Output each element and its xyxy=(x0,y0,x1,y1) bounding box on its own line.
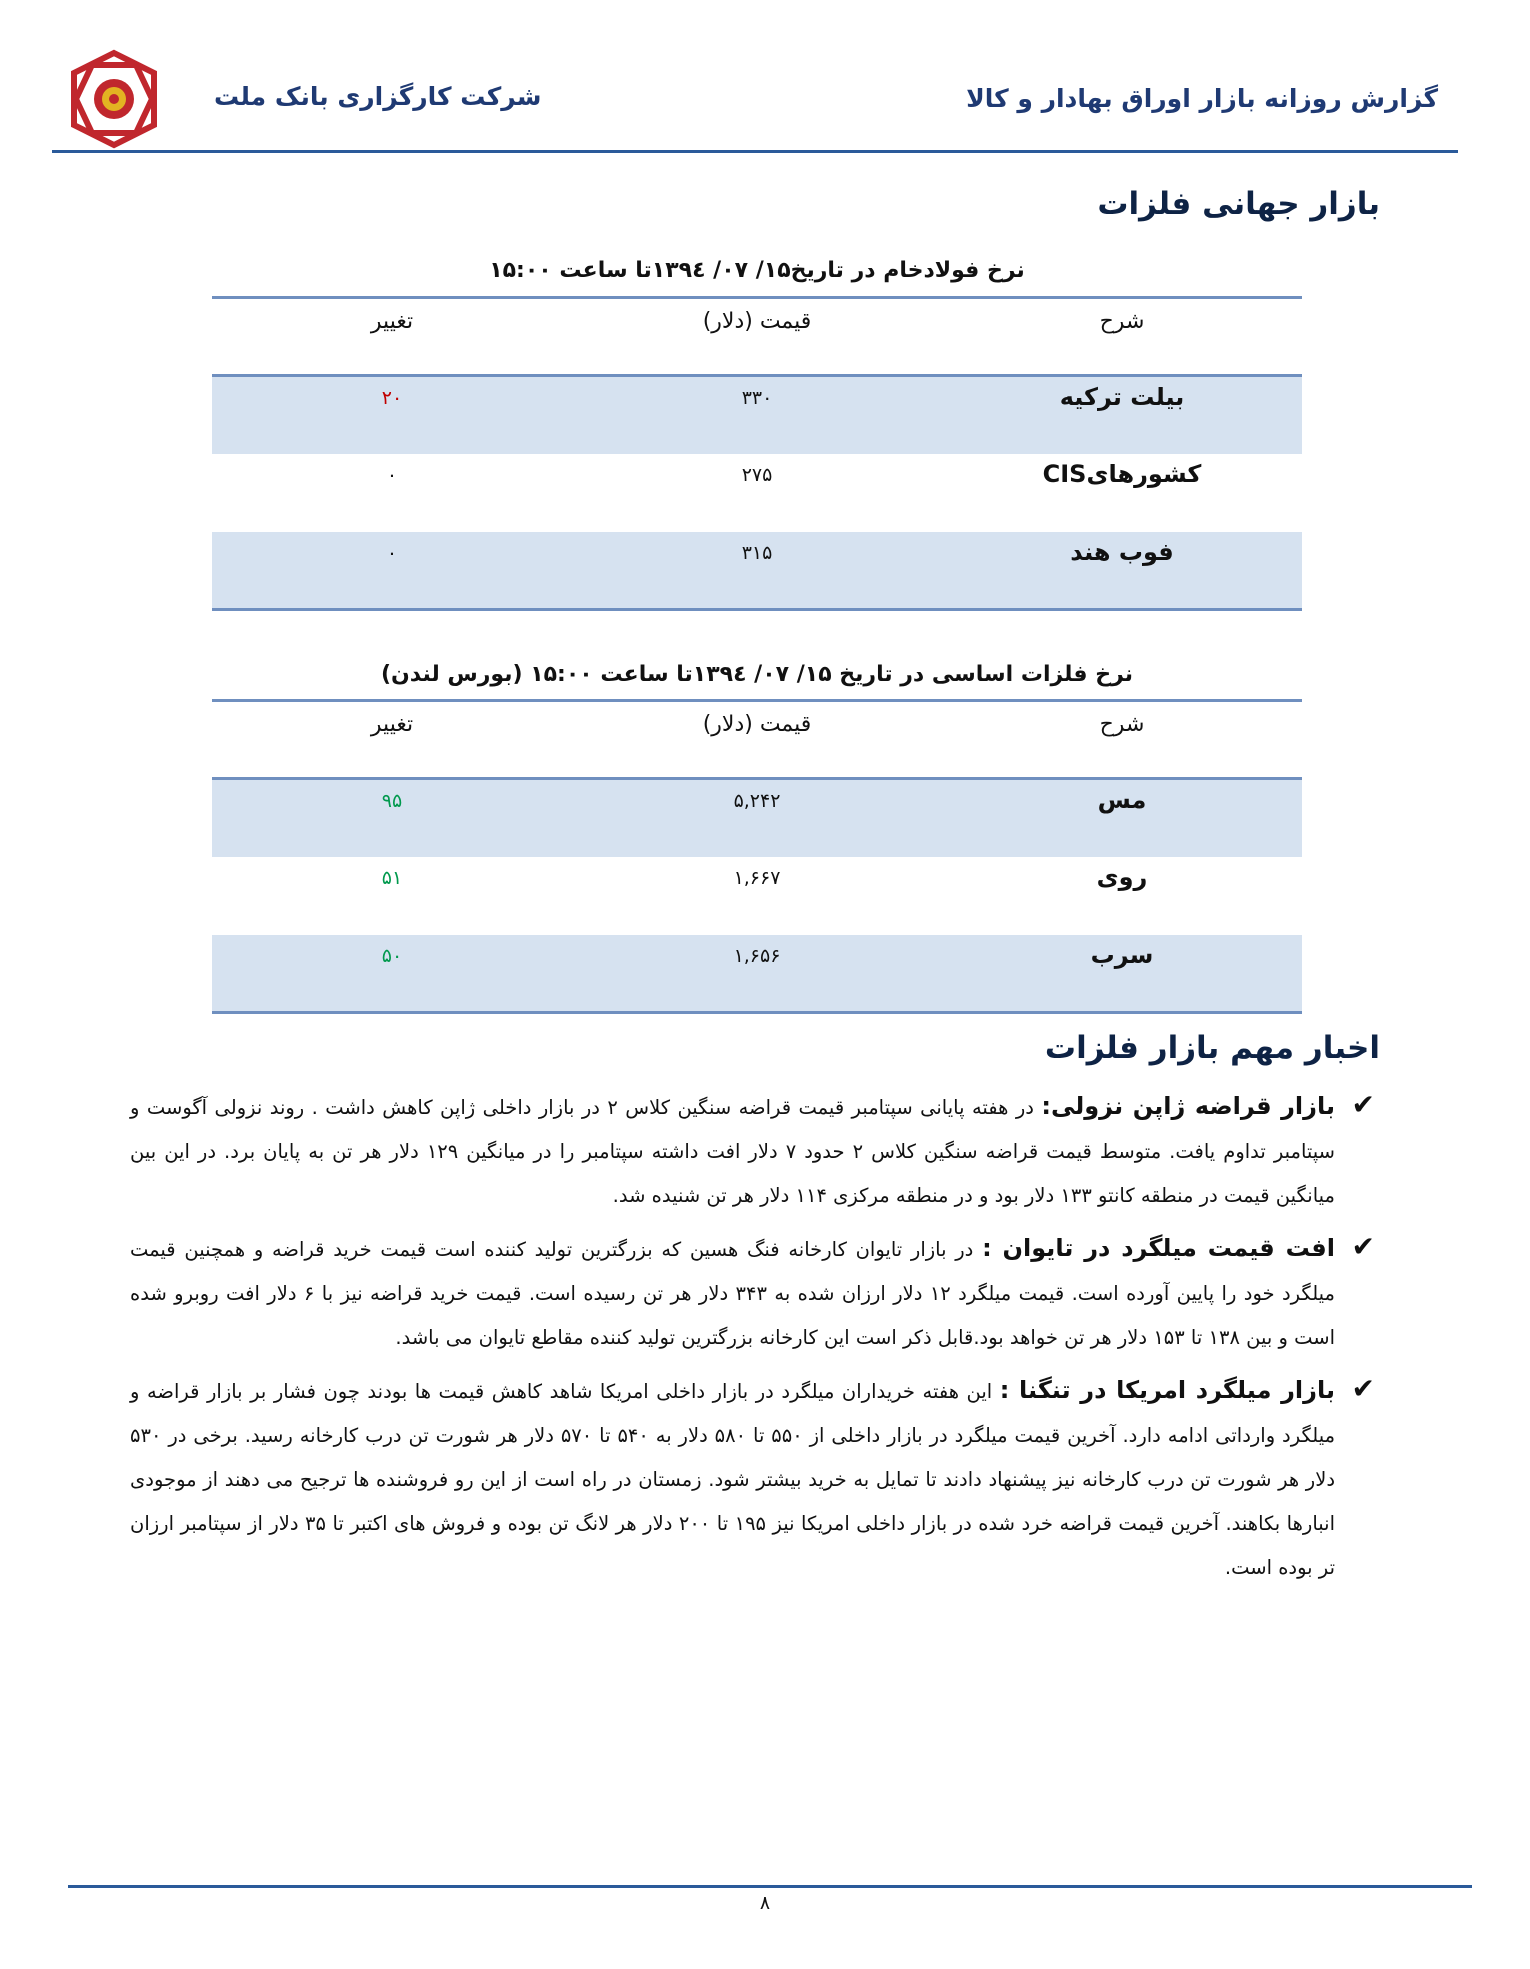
section-title: بازار جهانی فلزات xyxy=(1097,186,1380,222)
change-cell: ۰ xyxy=(386,463,398,486)
checkmark-icon: ✔ xyxy=(1351,1088,1375,1121)
news-item xyxy=(130,1368,1375,1590)
header-divider xyxy=(52,150,1458,153)
change-cell: ۰ xyxy=(212,532,572,610)
steel-price-table xyxy=(212,296,1302,611)
report-title: گزارش روزانه بازار اوراق بهادار و کالا xyxy=(966,84,1438,113)
table-row xyxy=(212,935,1302,1013)
page-number: ۸ xyxy=(759,1892,771,1914)
news-item xyxy=(130,1226,1375,1360)
company-logo xyxy=(62,47,166,151)
label-cell: کشورهایCIS xyxy=(1042,459,1202,488)
steel-table-caption: نرخ فولادخام در تاریخ۱۵/ ۰۷/ ۱۳۹٤تا ساعت ۱۵:۰۰ xyxy=(489,258,1025,283)
change-cell: ۲۰ xyxy=(212,376,572,454)
label-cell: بیلت ترکیه xyxy=(942,376,1302,454)
base-metals-table xyxy=(212,699,1302,1014)
news-headline: بازار میلگرد امریکا در تنگنا : xyxy=(999,1376,1335,1404)
table-header-row xyxy=(212,298,1302,376)
price-cell: ۱,۶۵۶ xyxy=(572,935,942,1013)
change-cell: ۹۵ xyxy=(212,779,572,857)
price-cell: ۱,۶۶۷ xyxy=(733,866,781,889)
label-cell: سرب xyxy=(942,935,1302,1013)
price-cell: ۲۷۵ xyxy=(741,463,773,486)
news-section-title: اخبار مهم بازار فلزات xyxy=(1044,1030,1380,1066)
news-body: در بازار تایوان کارخانه فنگ هسین که بزرگترین تولید کننده است قیمت خرید قراضه و همچنین قیمت میلگرد خود را پایین آورده است. قیمت میلگرد ۱۲ دلار ارزان شده به ۳۴۳ دلار هر تن رسیده است. قیمت خرید قراضه نیز با ۶ دلار افت روبرو شده است و بین ۱۳۸ تا ۱۵۳ دلار هر تن خواهد بود.قابل ذکر است این کارخانه بزرگترین تولید کننده مقاطع تایوان می باشد. xyxy=(130,1238,1335,1349)
table-row xyxy=(212,779,1302,857)
table-row xyxy=(212,454,1302,532)
header-price: قیمت (دلار) xyxy=(572,298,942,376)
price-cell: ۳۱۵ xyxy=(572,532,942,610)
price-cell: ۳۳۰ xyxy=(572,376,942,454)
header-change: تغییر xyxy=(212,298,572,376)
news-headline: بازار قراضه ژاپن نزولی: xyxy=(1041,1092,1335,1120)
table-header-row xyxy=(212,701,1302,779)
header-label: شرح xyxy=(942,701,1302,779)
table-row xyxy=(212,376,1302,454)
news-headline: افت قیمت میلگرد در تایوان : xyxy=(982,1234,1335,1262)
metals-table-caption: نرخ فلزات اساسی در تاریخ ۱۵/ ۰۷/ ۱۳۹٤تا ساعت ۱۵:۰۰ (بورس لندن) xyxy=(380,662,1134,687)
label-cell: روی xyxy=(1096,862,1148,891)
footer-divider xyxy=(68,1885,1472,1888)
news-body: این هفته خریداران میلگرد در بازار داخلی امریکا شاهد کاهش قیمت ها بودند چون فشار بر بازار قراضه و میلگرد وارداتی ادامه دارد. آخرین قیمت میلگرد در بازار داخلی از ۵۵۰ تا ۵۸۰ دلار به ۵۴۰ تا ۵۷۰ دلار هر شورت تن درب کارخانه رسید. برخی در ۵۳۰ دلار هر شورت تن درب کارخانه نیز پیشنهاد دادند تا تمایل به خرید بیشتر شود. زمستان در راه است از این رو فروشنده ها ترجیح می دهند از موجودی انبارها بکاهند. آخرین قیمت قراضه خرد شده در بازار داخلی امریکا نیز ۱۹۵ تا ۲۰۰ دلار هر لانگ تن بوده و فروش های اکتبر تا ۳۵ دلار از سپتامبر ارزان تر بوده است. xyxy=(130,1380,1336,1579)
header-price: قیمت (دلار) xyxy=(572,701,942,779)
table-row xyxy=(212,532,1302,610)
header-change: تغییر xyxy=(212,701,572,779)
label-cell: فوب هند xyxy=(942,532,1302,610)
header-label: شرح xyxy=(942,298,1302,376)
change-cell: ۵۰ xyxy=(212,935,572,1013)
table-row xyxy=(212,857,1302,935)
news-item xyxy=(130,1084,1375,1218)
company-name: شرکت کارگزاری بانک ملت xyxy=(214,82,542,111)
checkmark-icon: ✔ xyxy=(1351,1372,1375,1405)
price-cell: ۵,۲۴۲ xyxy=(572,779,942,857)
news-body: در هفته پایانی سپتامبر قیمت قراضه سنگین کلاس ۲ در بازار داخلی ژاپن کاهش داشت . روند نزولی آگوست و سپتامبر تداوم یافت. متوسط قیمت قراضه سنگین کلاس ۲ حدود ۷ دلار افت داشته سپتامبر را در میانگین ۱۲۹ دلار هر تن به پایان برد. در این بین میانگین قیمت در منطقه کانتو ۱۳۳ دلار بود و در منطقه مرکزی ۱۱۴ دلار هر تن شنیده شد. xyxy=(130,1096,1335,1207)
news-list xyxy=(130,1084,1375,1598)
label-cell: مس xyxy=(942,779,1302,857)
change-cell: ۵۱ xyxy=(381,866,403,889)
checkmark-icon: ✔ xyxy=(1351,1230,1375,1263)
